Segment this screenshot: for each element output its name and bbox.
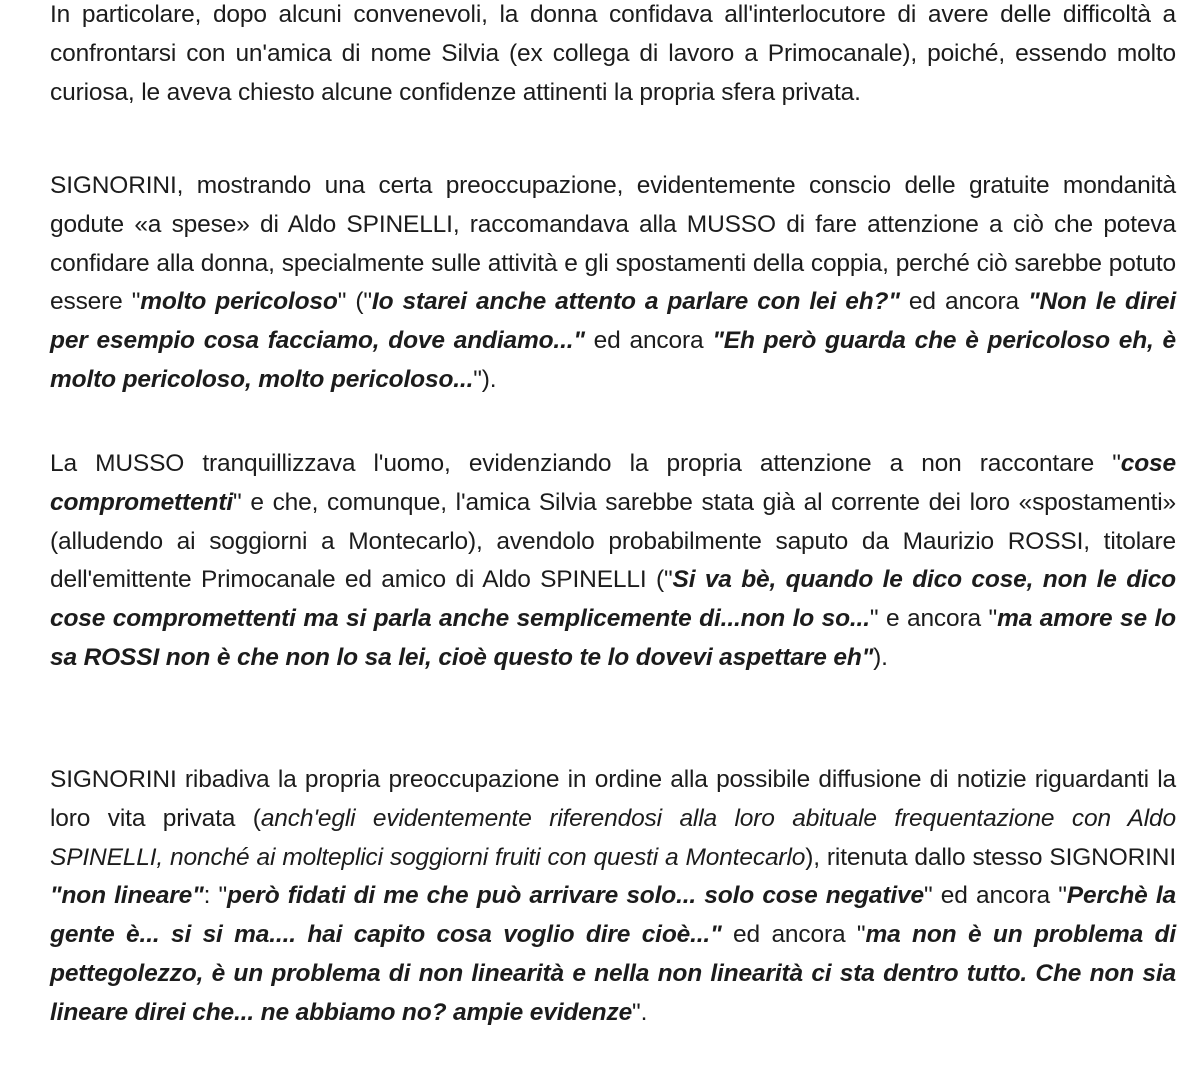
text-run: La MUSSO tranquillizzava l'uomo, evidenziando la propria attenzione a non raccontare " [50,450,1121,477]
text-run: "). [473,365,497,393]
text-run: ). [873,643,888,671]
text-run: " e ancora " [869,605,998,633]
text-run: " e che, comunque, l'amica Silvia sarebbe stata già al corrente dei loro «spostamenti» (alludendo ai soggiorni a Montecarlo), avendolo probabilmente saputo da Maurizio ROSSI, titolare dell'emittente Primocanale ed amico di Aldo SPINELLI (" [50,488,1176,594]
italic-run: anch'egli evidentemente riferendosi alla loro abituale frequentazione con Aldo SPINELLI, nonché ai molteplici soggiorni fruiti con questi a Montecarlo [50,804,1176,871]
quote-run: Si va bè, quando le dico cose, non le dico cose compromettenti ma si parla anche semplicemente di...non lo so... [50,566,1176,633]
quote-run: Io starei anche attento a parlare con lei eh?" [371,288,900,316]
text-run: In particolare, dopo alcuni convenevoli, la donna confidava all'interlocutore di avere delle difficoltà a confrontarsi con un'amica di nome Silvia (ex collega di lavoro a Primocanale), poiché, essendo molto curiosa, le aveva chiesto alcune confidenze attinenti la propria sfera privata. [50,1,1176,106]
text-run: SIGNORINI ribadiva la propria preoccupazione in ordine alla possibile diffusione di notizie riguardanti la loro vita privata ( [50,766,1176,832]
text-run: ed ancora " [721,921,866,949]
paragraph-musso-tranquillizza [50,445,1176,678]
paragraph-signorini-preoccupazione [50,167,1176,400]
quote-run: "Eh però guarda che è pericoloso eh, è molto pericoloso, molto pericoloso... [50,327,1176,393]
text-run: ed ancora [899,288,1029,316]
text-run: ". [632,998,648,1026]
text-run: " (" [337,288,372,316]
text-run: : " [203,882,228,910]
quote-run: ma non è un problema di pettegolezzo, è un problema di non linearità e nella non linearità ci sta dentro tutto. Che non sia lineare direi che... ne abbiamo no? ampie evidenze [50,921,1177,1026]
quote-run: Perchè la gente è... si si ma.... hai capito cosa voglio dire cioè..." [50,882,1176,949]
text-run: " ed ancora " [924,882,1067,910]
text-run: ), ritenuta dallo stesso SIGNORINI [805,843,1176,871]
text-run: ed ancora [584,327,713,355]
quote-run: "Non le direi per esempio cosa facciamo, dove andiamo..." [50,288,1177,355]
paragraph-signorini-ribadiva [50,761,1176,1033]
quote-run: "non lineare" [50,882,204,910]
paragraph-confidenze-silvia [50,0,1176,112]
text-run: SIGNORINI, mostrando una certa preoccupazione, evidentemente conscio delle gratuite mondanità godute «a spese» di Aldo SPINELLI, raccomandava alla MUSSO di fare attenzione a ciò che poteva confidare alla donna, specialmente sulle attività e gli spostamenti della coppia, perché ciò sarebbe potuto essere " [50,172,1176,316]
quote-run: ma amore se lo sa ROSSI non è che non lo sa lei, cioè questo te lo dovevi aspettare eh" [50,605,1176,671]
quote-run: molto pericoloso [140,288,338,316]
quote-run: cose compromettenti [50,450,1176,516]
quote-run: però fidati di me che può arrivare solo... solo cose negative [227,882,924,910]
